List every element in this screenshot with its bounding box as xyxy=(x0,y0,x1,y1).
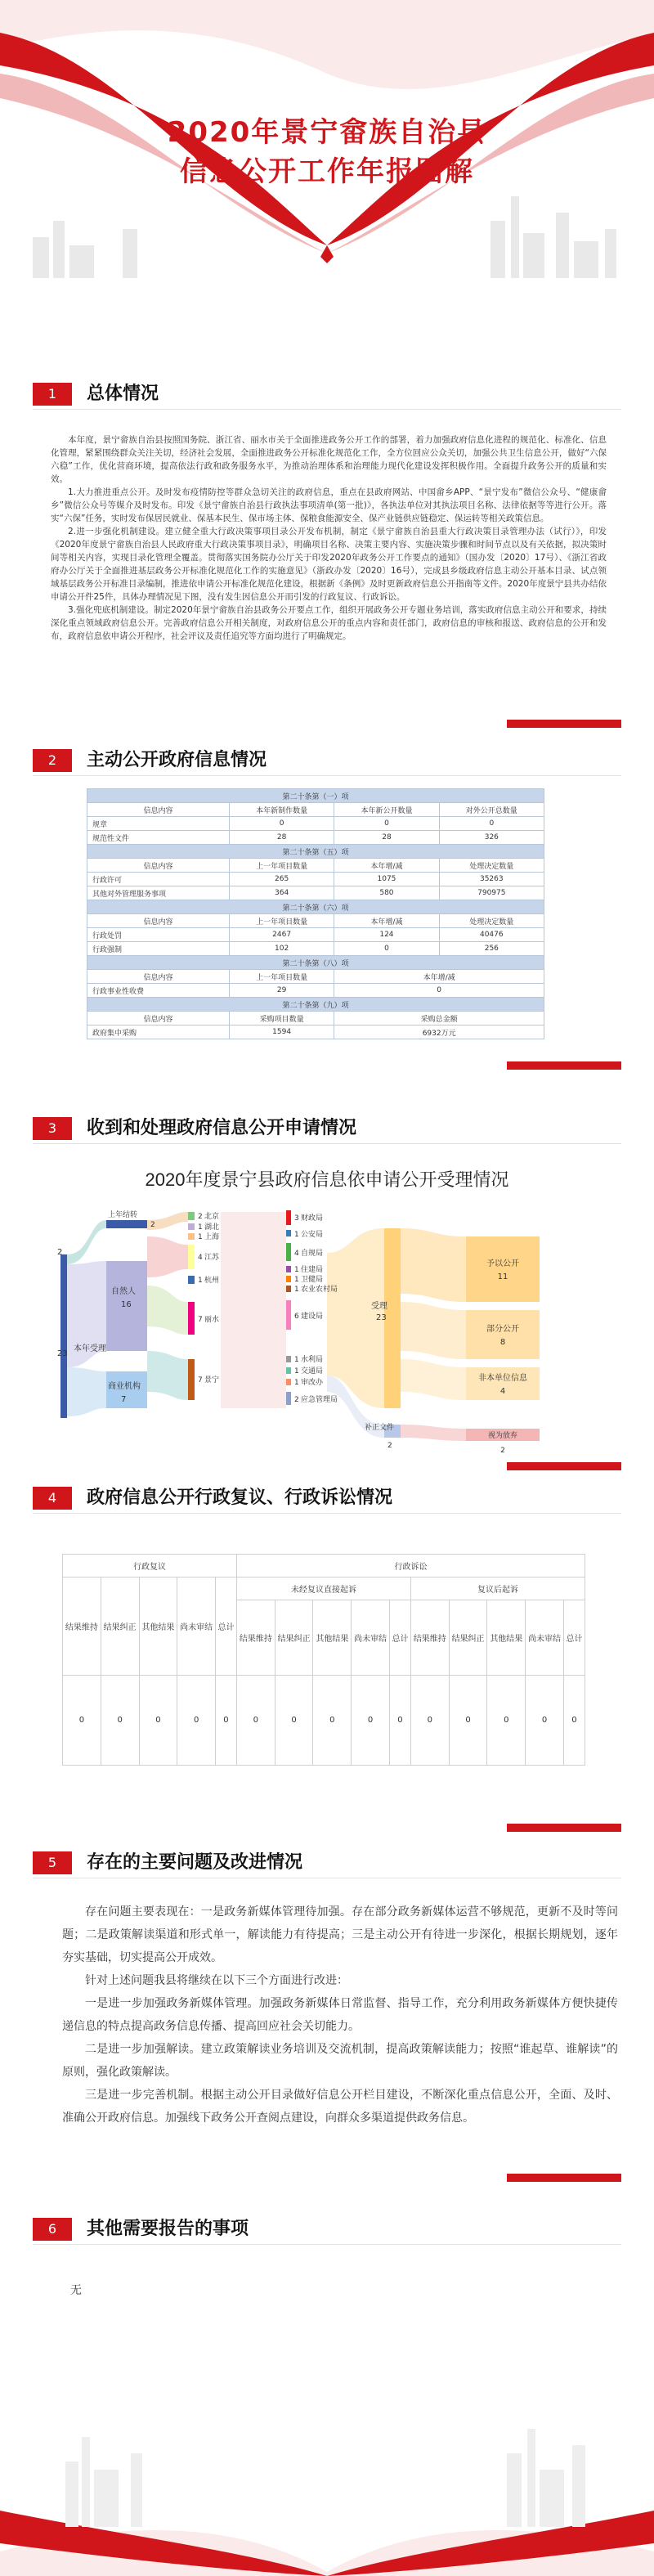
sankey-label: 上年结转 xyxy=(108,1211,138,1219)
section-number: 4 xyxy=(33,1487,72,1510)
sankey-value: 2 xyxy=(198,1213,203,1221)
sankey-value: 4 xyxy=(198,1254,203,1262)
sankey-label: 补正文件 xyxy=(365,1424,395,1432)
table-cell: 265 xyxy=(229,873,334,886)
table-header: 结果维持 xyxy=(410,1600,449,1676)
table-header: 尚未审结 xyxy=(177,1577,216,1676)
sankey-value: 1 xyxy=(294,1276,299,1284)
chart-title: 2020年度景宁县政府信息依申请公开受理情况 xyxy=(145,1169,509,1190)
section-title: 收到和处理政府信息公开申请情况 xyxy=(87,1118,357,1138)
sankey-region-nodes xyxy=(188,1211,220,1400)
section-title: 总体情况 xyxy=(87,384,159,404)
sankey-label: 财政局 xyxy=(301,1214,324,1223)
sankey-value: 4 xyxy=(499,1387,506,1396)
table-header: 总计 xyxy=(563,1600,585,1676)
table-header: 其他结果 xyxy=(487,1600,526,1676)
sankey-value: 1 xyxy=(198,1223,203,1232)
sankey-label: 湖北 xyxy=(204,1223,220,1232)
table-row xyxy=(63,1676,585,1766)
sankey-value: 1 xyxy=(294,1367,299,1376)
table-cell: 0 xyxy=(563,1676,585,1766)
section-other-matters xyxy=(16,2213,638,2327)
sankey-label: 景宁 xyxy=(204,1376,220,1384)
sankey-value: 7 xyxy=(198,1316,203,1324)
table-cell: 0 xyxy=(229,817,334,831)
table-header: 总计 xyxy=(389,1600,410,1676)
table-header: 尚未审结 xyxy=(526,1600,564,1676)
sankey-label: 本年受理 xyxy=(74,1344,106,1353)
table-group-title: 第二十条第（八）项 xyxy=(87,956,544,970)
section-header xyxy=(16,1482,638,1515)
sankey-label: 上海 xyxy=(204,1233,220,1241)
table-cell: 0 xyxy=(63,1676,101,1766)
table-cell: 28 xyxy=(334,831,439,845)
table-row xyxy=(87,984,544,998)
improvements-body xyxy=(62,1901,618,2129)
paragraph: 本年度，景宁畲族自治县按照国务院、浙江省、丽水市关于全面推进政务公开工作的部署，着力加强政府信息化进程的规范化、标准化、信息化管理，紧紧围绕群众关注关切，经济社会发展，全面推进政务公开标准化规范化工作，全方位回应公众关切，加强公共卫生信息公开，做好“六保六稳”工作，优化营商环境，提高依法行政和政务服务水平，为推动治理体系和治理能力现代化建设发挥积极作用。全面提升政务公开的质量和实效。 xyxy=(51,435,607,484)
table-cell: 0 xyxy=(334,942,439,956)
table-group-title: 第二十条第（九）项 xyxy=(87,998,544,1012)
table-cell: 580 xyxy=(334,886,439,900)
table-cell: 0 xyxy=(389,1676,410,1766)
table-row xyxy=(87,928,544,942)
table-cell: 0 xyxy=(216,1676,237,1766)
table-header: 信息内容 xyxy=(87,803,230,817)
section-accent-bar xyxy=(507,720,621,728)
section-title: 政府信息公开行政复议、行政诉讼情况 xyxy=(87,1488,393,1508)
table-cell: 0 xyxy=(410,1676,449,1766)
table-cell: 0 xyxy=(334,984,544,998)
table-header: 本年增/减 xyxy=(334,859,439,873)
table-cell: 行政事业性收费 xyxy=(87,984,230,998)
table-cell: 124 xyxy=(334,928,439,942)
section-accent-bar xyxy=(507,2174,621,2182)
section-title: 存在的主要问题及改进情况 xyxy=(87,1852,303,1873)
table-cell: 政府集中采购 xyxy=(87,1025,230,1039)
sankey-label: 视为放弃 xyxy=(487,1432,518,1440)
table-header: 信息内容 xyxy=(87,970,230,984)
sankey-label: 商业机构 xyxy=(108,1382,141,1391)
sankey-value: 1 xyxy=(198,1233,203,1241)
table-header: 其他结果 xyxy=(313,1600,352,1676)
table-cell: 102 xyxy=(229,942,334,956)
page-title xyxy=(0,113,654,191)
sankey-value: 11 xyxy=(497,1272,508,1281)
section-number: 3 xyxy=(33,1117,72,1140)
paragraph: 1.大力推进重点公开。及时发布疫情防控等群众急切关注的政府信息，重点在县政府网站、中国畲乡APP、“景宁发布”微信公众号、“健康畲乡”微信公众号等媒介及时发布。印发《景宁畲族自治县行政执法事项清单(第一批)》，各执法单位对其执法项目名称、法律依据等等进行公开。落实“六保”任务，实时发布保居民就业、保基本民生、保市场主体、保粮食能源安全、保产业链供应链稳定、保运转等相关政策信息。 xyxy=(51,487,607,523)
sankey-node-handled xyxy=(384,1228,401,1408)
hero-banner xyxy=(0,0,654,294)
sankey-value: 2 xyxy=(500,1447,505,1455)
table-header: 本年新制作数量 xyxy=(229,803,334,817)
table-cell: 6932万元 xyxy=(334,1025,544,1039)
section-header xyxy=(16,378,638,411)
review-litigation-table xyxy=(62,1554,585,1766)
section-applications xyxy=(16,1112,638,1480)
table-header: 尚未审结 xyxy=(352,1600,390,1676)
sankey-value: 4 xyxy=(294,1250,299,1258)
sankey-node-result xyxy=(466,1236,540,1302)
table-cell: 0 xyxy=(275,1676,313,1766)
sankey-label: 北京 xyxy=(204,1213,220,1221)
sankey-value: 1 xyxy=(294,1356,299,1364)
table-header: 对外公开总数量 xyxy=(439,803,544,817)
table-cell: 256 xyxy=(439,942,544,956)
table-header: 总计 xyxy=(216,1577,237,1676)
sankey-value: 1 xyxy=(198,1277,203,1285)
disclosure-table xyxy=(87,788,544,1039)
table-cell: 2467 xyxy=(229,928,334,942)
table-cell: 规范性文件 xyxy=(87,831,230,845)
table-cell: 28 xyxy=(229,831,334,845)
section-title: 主动公开政府信息情况 xyxy=(87,750,267,770)
table-cell: 0 xyxy=(439,817,544,831)
table-cell: 0 xyxy=(526,1676,564,1766)
table-row xyxy=(87,942,544,956)
table-header: 结果纠正 xyxy=(449,1600,487,1676)
sankey-value: 3 xyxy=(294,1214,299,1223)
sankey-label: 部分公开 xyxy=(486,1325,519,1334)
sankey-label: 江苏 xyxy=(204,1254,220,1262)
sankey-label: 住建局 xyxy=(301,1266,324,1274)
table-header: 本年新公开数量 xyxy=(334,803,439,817)
table-cell: 0 xyxy=(139,1676,177,1766)
table-header: 上一年项目数量 xyxy=(229,859,334,873)
table-cell: 364 xyxy=(229,886,334,900)
table-cell: 0 xyxy=(101,1676,139,1766)
sankey-label: 审改办 xyxy=(301,1379,324,1387)
table-cell: 0 xyxy=(313,1676,352,1766)
table-cell: 0 xyxy=(236,1676,275,1766)
section-header xyxy=(16,744,638,777)
paragraph: 针对上述问题我县将继续在以下三个方面进行改进： xyxy=(85,1974,348,1987)
table-header: 本年增/减 xyxy=(334,970,544,984)
section-header xyxy=(16,1847,638,1879)
table-header: 信息内容 xyxy=(87,914,230,928)
sankey-label: 自规局 xyxy=(301,1250,324,1258)
section-proactive-disclosure xyxy=(16,744,638,1088)
sankey-label: 自然人 xyxy=(111,1287,136,1296)
section-header xyxy=(16,2213,638,2246)
sankey-value: 23 xyxy=(376,1313,387,1322)
section-review-litigation xyxy=(16,1482,638,1825)
sankey-value: 6 xyxy=(294,1313,299,1321)
table-cell: 40476 xyxy=(439,928,544,942)
sankey-value: 7 xyxy=(121,1395,127,1404)
sankey-diagram xyxy=(57,1163,597,1457)
table-row xyxy=(87,831,544,845)
section-divider xyxy=(33,2244,621,2245)
sankey-value: 16 xyxy=(121,1300,132,1309)
table-group-header: 行政诉讼 xyxy=(236,1555,585,1577)
table-row xyxy=(87,817,544,831)
sankey-node-result xyxy=(466,1310,540,1359)
table-row xyxy=(87,886,544,900)
section-divider xyxy=(33,1143,621,1144)
sankey-label: 公安局 xyxy=(301,1231,324,1239)
table-cell: 326 xyxy=(439,831,544,845)
section-problems-improvements xyxy=(16,1847,638,2190)
sankey-node xyxy=(106,1220,147,1228)
section-divider xyxy=(33,775,621,776)
section-divider xyxy=(33,1513,621,1514)
sankey-value: 2 xyxy=(57,1248,63,1257)
table-header: 处理决定数量 xyxy=(439,914,544,928)
sankey-label: 杭州 xyxy=(204,1277,220,1285)
sankey-label: 应急管理局 xyxy=(301,1396,338,1404)
table-header: 结果纠正 xyxy=(275,1600,313,1676)
table-header: 信息内容 xyxy=(87,859,230,873)
sankey-value: 2 xyxy=(387,1442,392,1450)
sankey-label: 予以公开 xyxy=(486,1259,519,1268)
table-cell: 1075 xyxy=(334,873,439,886)
table-header: 本年增/减 xyxy=(334,914,439,928)
paragraph: 三是进一步完善机制。根据主动公开目录做好信息公开栏目建设，不断深化重点信息公开，全面、及时、准确公开政府信息。加强线下政务公开查阅点建设，向群众多渠道提供政务信息。 xyxy=(62,2089,618,2125)
sankey-label: 建设局 xyxy=(301,1313,324,1321)
table-row xyxy=(87,1025,544,1039)
sankey-value: 2 xyxy=(294,1396,299,1404)
table-header: 上一年项目数量 xyxy=(229,914,334,928)
table-cell: 规章 xyxy=(87,817,230,831)
sankey-value: 23 xyxy=(57,1349,68,1358)
table-cell: 35263 xyxy=(439,873,544,886)
sankey-label: 水利局 xyxy=(301,1356,324,1364)
page-title-line1: 2020年景宁畲族自治县 xyxy=(167,116,487,149)
table-header: 其他结果 xyxy=(139,1577,177,1676)
table-header: 结果纠正 xyxy=(101,1577,139,1676)
sankey-value: 1 xyxy=(294,1231,299,1239)
table-group-header: 行政复议 xyxy=(63,1555,237,1577)
section-number: 6 xyxy=(33,2218,72,2241)
sankey-label: 农业农村局 xyxy=(301,1286,338,1294)
table-header: 处理决定数量 xyxy=(439,859,544,873)
table-cell: 0 xyxy=(352,1676,390,1766)
section-header xyxy=(16,1112,638,1145)
table-header: 采购项目数量 xyxy=(229,1012,334,1025)
sankey-value: 2 xyxy=(150,1221,155,1229)
sankey-value: 1 xyxy=(294,1379,299,1387)
table-group-title: 第二十条第（一）项 xyxy=(87,789,544,803)
table-header: 信息内容 xyxy=(87,1012,230,1025)
table-cell: 行政强制 xyxy=(87,942,230,956)
sankey-node-total xyxy=(60,1254,67,1418)
sankey-label: 受理 xyxy=(371,1302,387,1311)
section-accent-bar xyxy=(507,1061,621,1070)
table-cell: 0 xyxy=(487,1676,526,1766)
table-group-title: 第二十条第（五）项 xyxy=(87,845,544,859)
sankey-label: 丽水 xyxy=(204,1316,220,1324)
paragraph: 2.进一步强化机制建设。建立健全重大行政决策事项目录公开发布机制，制定《景宁畲族自治县重大行政决策目录管理办法（试行）》，印发《2020年度景宁畲族自治县人民政府重大行政决策事项目录》，明确项目名称、决策主要内容、实施决策步骤和时间节点以及有关依据，拟决策时间等相关内容，实现目录化管理全覆盖。贯彻落实国务院办公厅关于印发2020年政务公开工作要点的通知》（国办发〔2020〕17号）、《浙江省政府办公厅关于全面推进基层政务公开标准化规范化工作的实施意见》（浙政办发〔2020〕16号），完成县乡级政府信息主动公开基本目录、试点领域基层政务公开标准目录编制，推进依申请公开标准化规范化建设，根据新《条例》及时更新政府信息公开指南等文件。2020年度景宁县共办结依申请公开件25件，具体办理情况见下图，没有发生因信息公开而引发的行政复议、行政诉讼。 xyxy=(51,527,607,602)
table-cell: 其他对外管理服务事项 xyxy=(87,886,230,900)
table-cell: 0 xyxy=(177,1676,216,1766)
table-header: 结果维持 xyxy=(236,1600,275,1676)
table-group-title: 第二十条第（六）项 xyxy=(87,900,544,914)
table-subgroup-header: 未经复议直接起诉 xyxy=(236,1577,410,1600)
table-header: 上一年项目数量 xyxy=(229,970,334,984)
table-header: 采购总金额 xyxy=(334,1012,544,1025)
table-cell: 0 xyxy=(449,1676,487,1766)
table-cell: 790975 xyxy=(439,886,544,900)
sankey-label: 交通局 xyxy=(301,1367,324,1376)
table-cell: 行政许可 xyxy=(87,873,230,886)
table-row xyxy=(87,873,544,886)
table-subgroup-header: 复议后起诉 xyxy=(410,1577,585,1600)
sankey-label: 卫健局 xyxy=(301,1276,324,1284)
section-accent-bar xyxy=(507,1462,621,1470)
other-matters-body: 无 xyxy=(70,2284,82,2297)
section-overview xyxy=(16,378,638,738)
overview-body xyxy=(51,433,607,643)
table-cell: 行政处罚 xyxy=(87,928,230,942)
table-cell: 29 xyxy=(229,984,334,998)
paragraph: 3.强化兜底机制建设。制定2020年景宁畲族自治县政务公开要点工作，组织开展政务公开专题业务培训，落实政府信息主动公开和要求，持续深化重点领域政府信息公开。完善政府信息公开相关制度，对政府信息公开的重点内容和责任部门，政府信息的审核和报送、政府信息的公开和发布，政府信息依申请公开程序，社会评议及责任追究等方面均进行了明确规定。 xyxy=(51,605,607,641)
table-cell: 1594 xyxy=(229,1025,334,1039)
paragraph: 一是进一步加强政务新媒体管理。加强政务新媒体日常监督、指导工作，充分利用政务新媒体方便快捷传递信息的特点提高政务信息传播、提高回应社会关切能力。 xyxy=(62,1997,618,2033)
sankey-value: 8 xyxy=(499,1338,506,1347)
sankey-value: 1 xyxy=(294,1286,299,1294)
section-title: 其他需要报告的事项 xyxy=(87,2219,249,2239)
sankey-value: 1 xyxy=(294,1266,299,1274)
page-title-line2: 信息公开工作年报图解 xyxy=(180,155,474,188)
sankey-label: 非本单位信息 xyxy=(478,1374,527,1383)
section-divider xyxy=(33,409,621,410)
table-header: 结果维持 xyxy=(63,1577,101,1676)
section-accent-bar xyxy=(507,1824,621,1832)
section-number: 2 xyxy=(33,749,72,772)
paragraph: 二是进一步加强解读。建立政策解读业务培训及交流机制，提高政策解读能力；按照“谁起草、谁解读”的原则，强化政策解读。 xyxy=(62,2043,618,2079)
sankey-value: 7 xyxy=(198,1376,203,1384)
paragraph: 存在问题主要表现在：一是政务新媒体管理待加强。存在部分政务新媒体运营不够规范，更新不及时等问题；二是政策解读渠道和形式单一，解读能力有待提高；三是主动公开有待进一步深化，根据长期规划，逐年夯实基础，切实提高公开成效。 xyxy=(62,1905,618,1964)
section-number: 5 xyxy=(33,1851,72,1874)
footer-skyline-decoration xyxy=(0,2412,654,2576)
section-number: 1 xyxy=(33,383,72,406)
table-cell: 0 xyxy=(334,817,439,831)
